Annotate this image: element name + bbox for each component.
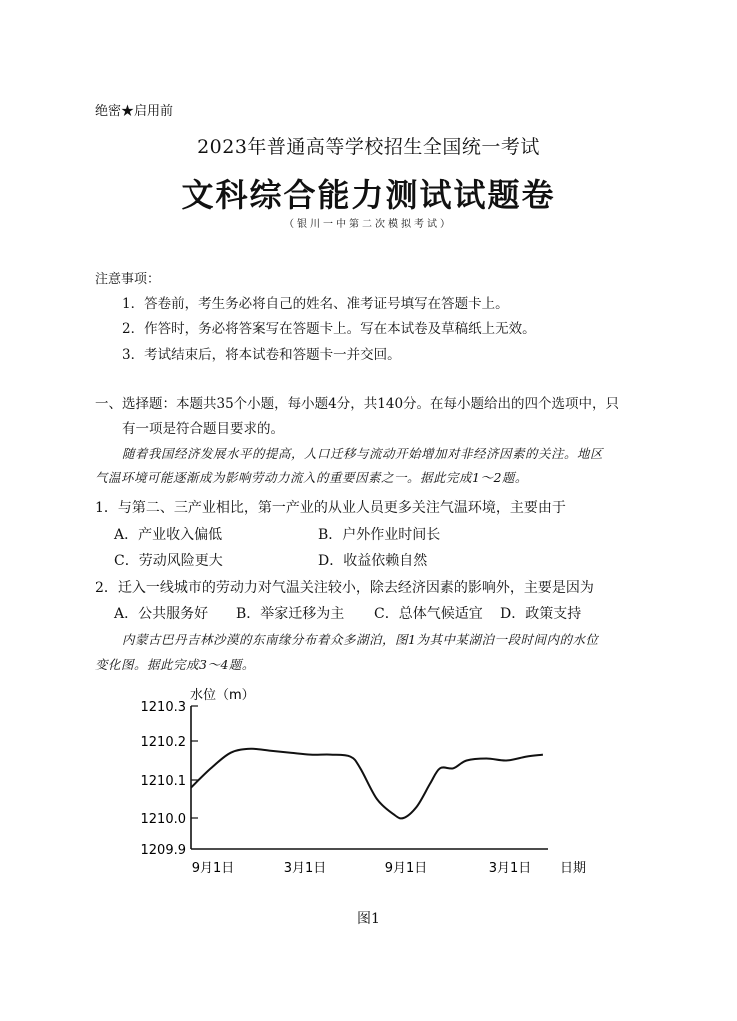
y-tick-label: 1209.9 (140, 843, 186, 858)
paper-subtitle: （银川一中第二次模拟考试） (284, 219, 453, 230)
section-heading: 一、选择题：本题共35个小题，每小题4分，共140分。在每小题给出的四个选项中，只 (95, 396, 620, 412)
passage-text: 内蒙古巴丹吉林沙漠的东南缘分布着众多湖泊，图1为其中某湖泊一段时间内的水位 (122, 632, 599, 647)
question-option: C．劳动风险更大 (114, 553, 223, 569)
question-option: C．总体气候适宜 (374, 606, 483, 622)
note-item: 1．答卷前，考生务必将自己的姓名、准考证号填写在答题卡上。 (122, 296, 509, 312)
section-heading-cont: 有一项是符合题目要求的。 (122, 421, 284, 437)
x-tick-label: 9月1日 (384, 861, 428, 876)
passage-text: 变化图。据此完成3～4题。 (95, 657, 255, 672)
question-stem: 1．与第二、三产业相比，第一产业的从业人员更多关注气温环境，主要由于 (95, 500, 566, 516)
passage-text: 气温环境可能逐渐成为影响劳动力流入的重要因素之一。据此完成1～2题。 (95, 470, 528, 485)
question-option: D．政策支持 (500, 606, 582, 622)
y-tick-label: 1210.3 (140, 700, 186, 715)
y-tick-label: 1210.1 (140, 774, 186, 789)
question-option: A．产业收入偏低 (114, 527, 223, 543)
x-axis-label: 日期 (559, 861, 587, 876)
question-stem: 2．迁入一线城市的劳动力对气温关注较小，除去经济因素的影响外，主要是因为 (95, 580, 594, 596)
y-tick-label: 1210.0 (140, 812, 186, 827)
confidential-label: 绝密★启用前 (95, 104, 174, 119)
x-tick-label: 3月1日 (488, 861, 532, 876)
notes-heading: 注意事项： (95, 272, 161, 287)
question-option: B．户外作业时间长 (318, 527, 441, 543)
question-option: A．公共服务好 (114, 606, 209, 622)
question-option: D．收益依赖自然 (318, 553, 428, 569)
figure-caption: 图1 (357, 911, 380, 927)
exam-title: 2023年普通高等学校招生全国统一考试 (197, 136, 540, 158)
question-option: B．举家迁移为主 (236, 606, 345, 622)
passage-text: 随着我国经济发展水平的提高，人口迁移与流动开始增加对非经济因素的关注。地区 (122, 446, 604, 461)
x-tick-label: 3月1日 (283, 861, 327, 876)
y-tick-label: 1210.2 (140, 735, 186, 750)
note-item: 3．考试结束后，将本试卷和答题卡一并交回。 (122, 347, 401, 363)
water-level-line (191, 749, 543, 819)
paper-title: 文科综合能力测试试题卷 (181, 176, 556, 214)
note-item: 2．作答时，务必将答案写在答题卡上。写在本试卷及草稿纸上无效。 (122, 321, 536, 337)
x-tick-label: 9月1日 (191, 861, 235, 876)
y-axis-label: 水位（m） (190, 688, 255, 703)
